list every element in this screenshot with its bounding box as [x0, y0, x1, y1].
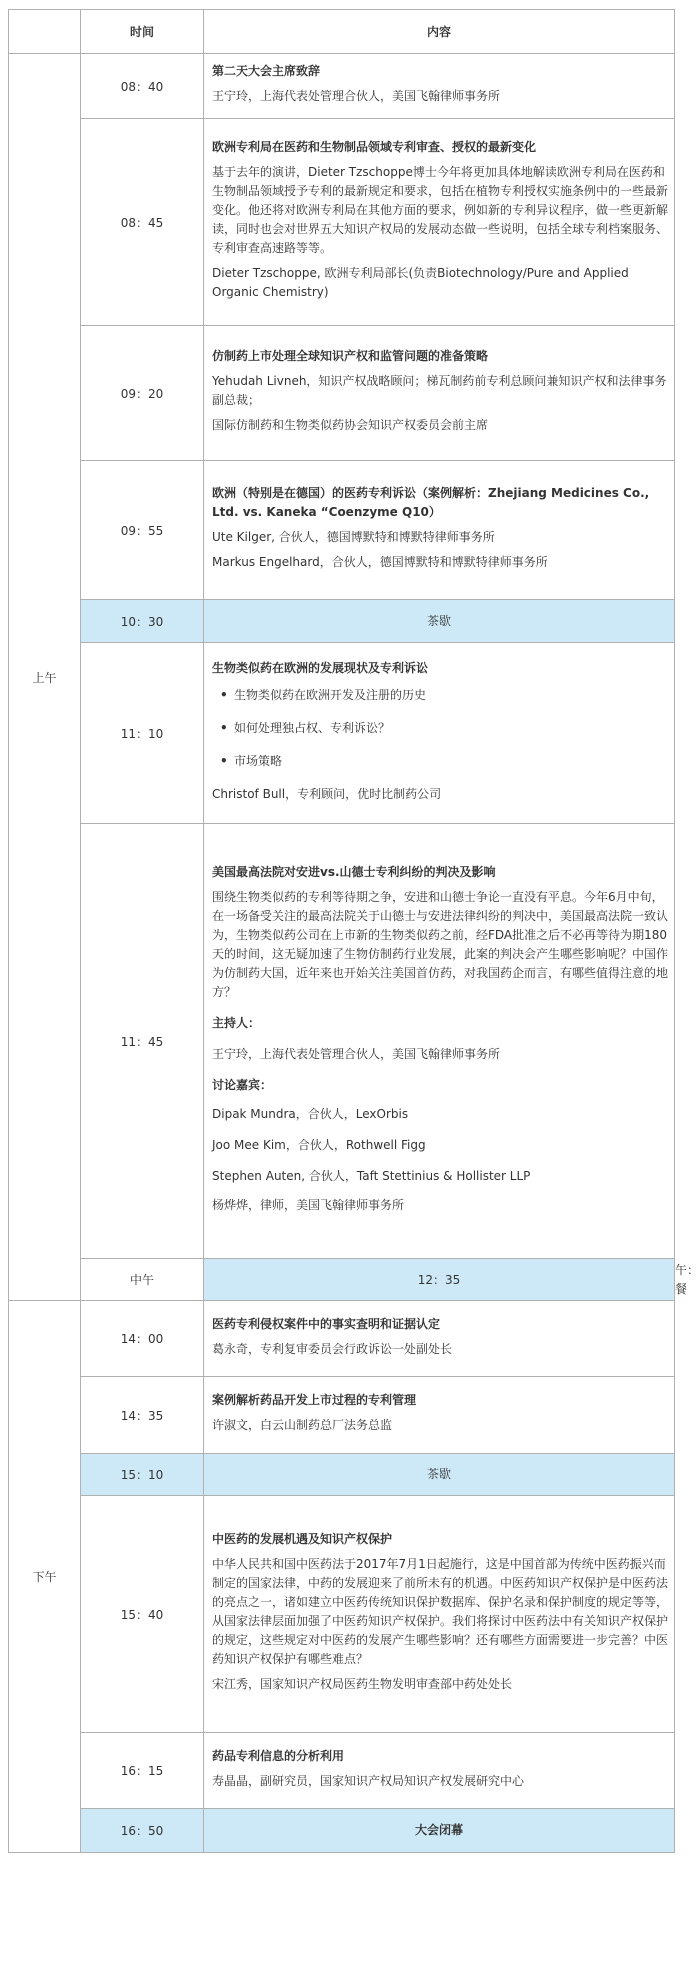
- session-content: [204, 824, 675, 1259]
- break-row: 中午 12：35 午：餐: [9, 1259, 675, 1301]
- session-description: 中华人民共和国中医药法于2017年7月1日起施行，这是中国首部为传统中医药振兴而制定的国家法律，中药的发展迎来了前所未有的机遇。中医药知识产权保护是中医药法的亮点之一，诸如建立中医药传统知识保护数据库、保护名录和保护制度的规定等等，从国家法律层面加强了中医药知识产权保护。我们将探讨中医药法中有关知识产权保护的规定，这些规定对中医药的发展产生哪些影响？还有哪些方面需要进一步完善？中医药知识产权保护有哪些难点？: [212, 1557, 669, 1666]
- guest-item: Stephen Auten, 合伙人，Taft Stettinius & Hollister LLP: [212, 1169, 531, 1183]
- topic-item: • 市场策略: [212, 752, 668, 771]
- session-time: 09：20: [81, 326, 204, 461]
- session-speaker: Christof Bull，专利顾问，优时比制药公司: [212, 786, 442, 801]
- break-time: 10：30: [81, 600, 204, 643]
- break-time: 15：10: [81, 1454, 204, 1496]
- period-morning: 上午: [9, 54, 81, 1301]
- host-label: 主持人：: [212, 1016, 261, 1030]
- session-title: 案例解析药品开发上市过程的专利管理: [212, 1393, 417, 1407]
- session-description: 基于去年的演讲，Dieter Tzschoppe博士今年将更加具体地解读欧洲专利局在医药和生物制品领域授予专利的最新规定和要求，包括在植物专利授权实施条例中的一些最新变化。他还将对欧洲专利局在其他方面的要求，例如新的专利异议程序，做一些更新解读，同时也会对世界五大知识产权局的发展动态做一些说明，包括全球专利档案服务、专利审查高速路等等。: [212, 165, 669, 255]
- session-row: [9, 1377, 675, 1454]
- agenda-table: [8, 9, 699, 1853]
- session-title: 中医药的发展机遇及知识产权保护: [212, 1532, 393, 1546]
- session-speaker: 宋江秀，国家知识产权局医药生物发明审查部中药处处长: [212, 1677, 513, 1691]
- session-title: 美国最高法院对安进vs.山德士专利纠纷的判决及影响: [212, 865, 496, 879]
- session-speaker-note: 国际仿制药和生物类似药协会知识产权委员会前主席: [212, 418, 489, 432]
- time-header: 时间: [81, 10, 204, 54]
- session-speaker: Markus Engelhard，合伙人，德国博默特和博默特律师事务所: [212, 555, 548, 569]
- session-description: 围绕生物类似药的专利等待期之争，安进和山德士争论一直没有平息。今年6月中旬，在一场备受关注的最高法院关于山德士与安进法律纠纷的判决中，美国最高法院一致认为，生物类似药公司在上市新的生物类似药之前，经FDA批准之后不必再等待为期180天的时间，这无疑加速了生物仿制药行业发展，此案的判决会产生哪些影响呢？中国作为仿制药大国，近年来也开始关注美国首仿药，对我国药企而言，有哪些值得注意的地方？: [212, 890, 669, 999]
- guest-item: Joo Mee Kim，合伙人，Rothwell Figg: [212, 1138, 426, 1152]
- closing-label: 大会闭幕: [204, 1809, 675, 1853]
- period-header: [9, 10, 81, 54]
- session-content: [204, 119, 675, 326]
- session-speaker: 王宁玲，上海代表处管理合伙人，美国飞翰律师事务所: [212, 89, 501, 103]
- session-content: [204, 461, 675, 600]
- session-speaker: 许淑文，白云山制药总厂法务总监: [212, 1418, 393, 1432]
- session-content: [204, 1733, 675, 1809]
- break-row: [9, 600, 675, 643]
- session-title: 医药专利侵权案件中的事实查明和证据认定: [212, 1316, 441, 1331]
- session-title: 生物类似药在欧洲的发展现状及专利诉讼: [212, 660, 429, 675]
- session-time: 11：45: [81, 824, 204, 1259]
- guest-item: 杨烨烨，律师，美国飞翰律师事务所: [212, 1198, 405, 1212]
- break-label: 茶歇: [204, 600, 675, 643]
- session-row: [9, 54, 675, 119]
- session-content: [204, 54, 675, 119]
- session-title: 欧洲专利局在医药和生物制品领域专利审查、授权的最新变化: [212, 140, 537, 154]
- topic-item: • 如何处理独占权、专利诉讼？: [212, 719, 668, 738]
- period-afternoon: 下午: [9, 1301, 81, 1853]
- session-row: [9, 824, 675, 1259]
- break-time: 12：35: [204, 1259, 675, 1301]
- topic-item: • 生物类似药在欧洲开发及注册的历史: [212, 686, 668, 705]
- break-time: 16：50: [81, 1809, 204, 1853]
- header-row: [9, 10, 675, 54]
- session-time: 09：55: [81, 461, 204, 600]
- session-time: 14：35: [81, 1377, 204, 1454]
- session-row: [9, 326, 675, 461]
- session-content: [204, 1496, 675, 1733]
- host-name: 王宁玲，上海代表处管理合伙人，美国飞翰律师事务所: [212, 1047, 501, 1061]
- period-noon: 中午: [81, 1259, 204, 1301]
- break-row: [9, 1454, 675, 1496]
- session-row: [9, 461, 675, 600]
- session-speaker: 葛永奇，专利复审委员会行政诉讼一处副处长: [212, 1341, 453, 1356]
- session-title: 第二天大会主席致辞: [212, 64, 321, 78]
- content-header: 内容: [204, 10, 675, 54]
- session-time: 14：00: [81, 1301, 204, 1377]
- session-row: [9, 643, 675, 824]
- session-time: 15：40: [81, 1496, 204, 1733]
- session-row: [9, 1496, 675, 1733]
- session-row: [9, 1733, 675, 1809]
- break-label: 茶歇: [204, 1454, 675, 1496]
- session-time: 11：10: [81, 643, 204, 824]
- session-title: 欧洲（特别是在德国）的医药专利诉讼（案例解析：Zhejiang Medicines Co., Ltd. vs. Kaneka “Coenzyme Q10）: [212, 486, 650, 519]
- closing-row: [9, 1809, 675, 1853]
- guests-label: 讨论嘉宾：: [212, 1078, 273, 1092]
- session-row: [9, 1301, 675, 1377]
- session-content: [204, 326, 675, 461]
- topic-list: [212, 686, 668, 771]
- session-content: [204, 1377, 675, 1454]
- session-content: [204, 643, 675, 824]
- session-speaker: Dieter Tzschoppe, 欧洲专利局部长(负责Biotechnology/Pure and Applied Organic Chemistry): [212, 266, 629, 299]
- session-row: [9, 119, 675, 326]
- guest-item: Dipak Mundra，合伙人，LexOrbis: [212, 1107, 409, 1121]
- session-speaker: Ute Kilger, 合伙人，德国博默特和博默特律师事务所: [212, 530, 495, 544]
- session-time: 16：15: [81, 1733, 204, 1809]
- session-time: 08：40: [81, 54, 204, 119]
- session-content: [204, 1301, 675, 1377]
- session-title: 仿制药上市处理全球知识产权和监管问题的准备策略: [212, 349, 489, 363]
- session-speaker: Yehudah Livneh，知识产权战略顾问；梯瓦制药前专利总顾问兼知识产权和法律事务副总裁；: [212, 374, 667, 407]
- session-time: 08：45: [81, 119, 204, 326]
- session-speaker: 寿晶晶，副研究员，国家知识产权局知识产权发展研究中心: [212, 1773, 525, 1788]
- session-title: 药品专利信息的分析利用: [212, 1748, 345, 1763]
